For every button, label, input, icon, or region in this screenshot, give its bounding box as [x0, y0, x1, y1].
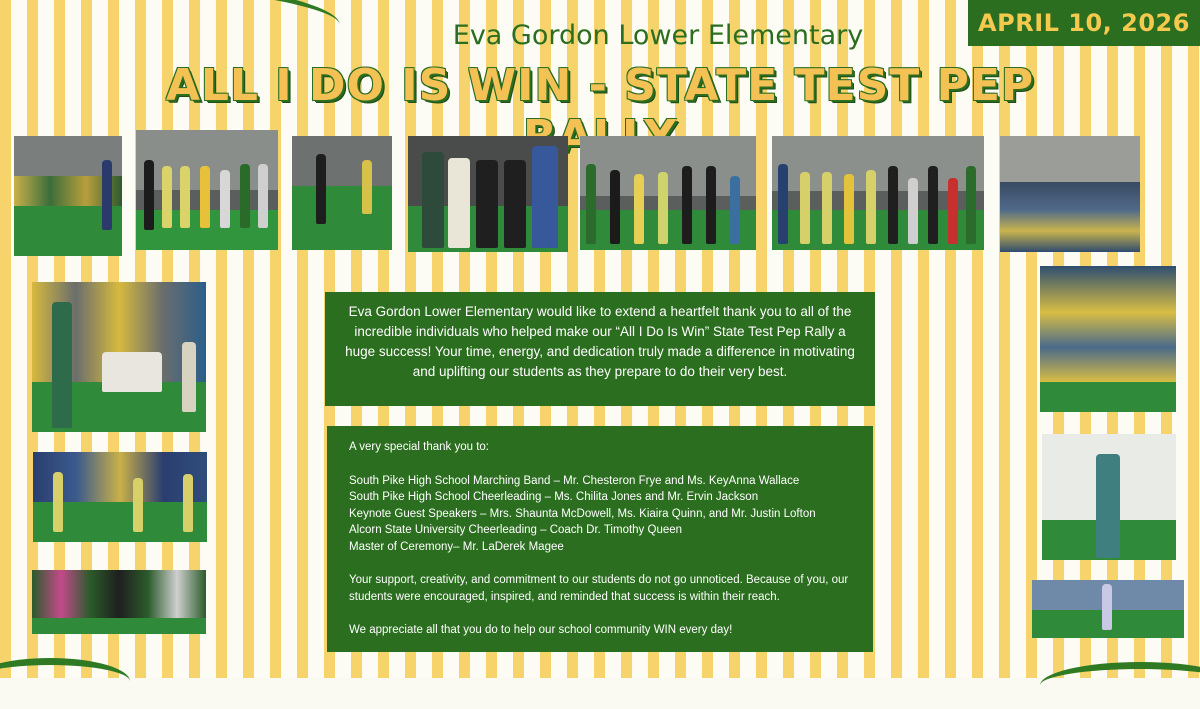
intro-text: Eva Gordon Lower Elementary would like to extend a heartfelt thank you to all of the incredible individuals who helped make our “All I Do Is Win” State Test Pep Rally a huge success! Your time, energy, and dedication truly made a difference in motivating and uplifting our students as they prepare to do their very best.	[345, 304, 855, 379]
event-title: ALL I DO IS WIN - STATE TEST PEP	[165, 60, 1035, 111]
photo-students-bleachers	[1040, 266, 1176, 412]
thanks-person: South Pike High School Marching Band – Mr. Chesteron Frye and Ms. KeyAnna Wallace	[349, 474, 800, 487]
thanks-person: Keynote Guest Speakers – Mrs. Shaunta McDowell, Ms. Kiaira Quinn, and Mr. Justin Lofton	[349, 507, 816, 520]
thanks-heading: A very special thank you to:	[349, 441, 489, 453]
thanks-person: Master of Ceremony– Mr. LaDerek Magee	[349, 540, 564, 553]
photo-singer-performer	[1042, 434, 1176, 560]
photo-gym-speaker	[14, 136, 122, 256]
photo-group-cheerleaders	[136, 130, 278, 250]
thanks-person: Alcorn State University Cheerleading – Coach Dr. Timothy Queen	[349, 524, 683, 536]
thanks-person: South Pike High School Cheerleading – Ms. Chilita Jones and Mr. Ervin Jackson	[349, 491, 759, 503]
closing-text: We appreciate all that you do to help our school community WIN every day!	[349, 624, 733, 636]
photo-students-group	[580, 136, 756, 250]
intro-message-box	[325, 292, 875, 406]
support-text: Your support, creativity, and commitment to our students do not go unnoticed. Because of you, our students were encouraged, inspired, and reminded that success is within their reach.	[349, 574, 849, 603]
school-name: Eva Gordon Lower Elementary	[452, 20, 864, 51]
photo-guest-speakers	[408, 136, 568, 252]
photo-mc-with-students	[32, 282, 206, 432]
photo-band-group	[32, 570, 206, 634]
green-swoosh-bottom-right	[1040, 662, 1200, 709]
photo-gym-floor	[292, 136, 392, 250]
photo-large-group	[772, 136, 984, 250]
photo-band-performance	[33, 452, 207, 542]
thank-you-box	[327, 426, 873, 652]
photo-bleachers-crowd	[1000, 136, 1140, 252]
date-badge: APRIL 10, 2026	[968, 0, 1200, 46]
photo-cheer-stunt	[1032, 580, 1184, 638]
